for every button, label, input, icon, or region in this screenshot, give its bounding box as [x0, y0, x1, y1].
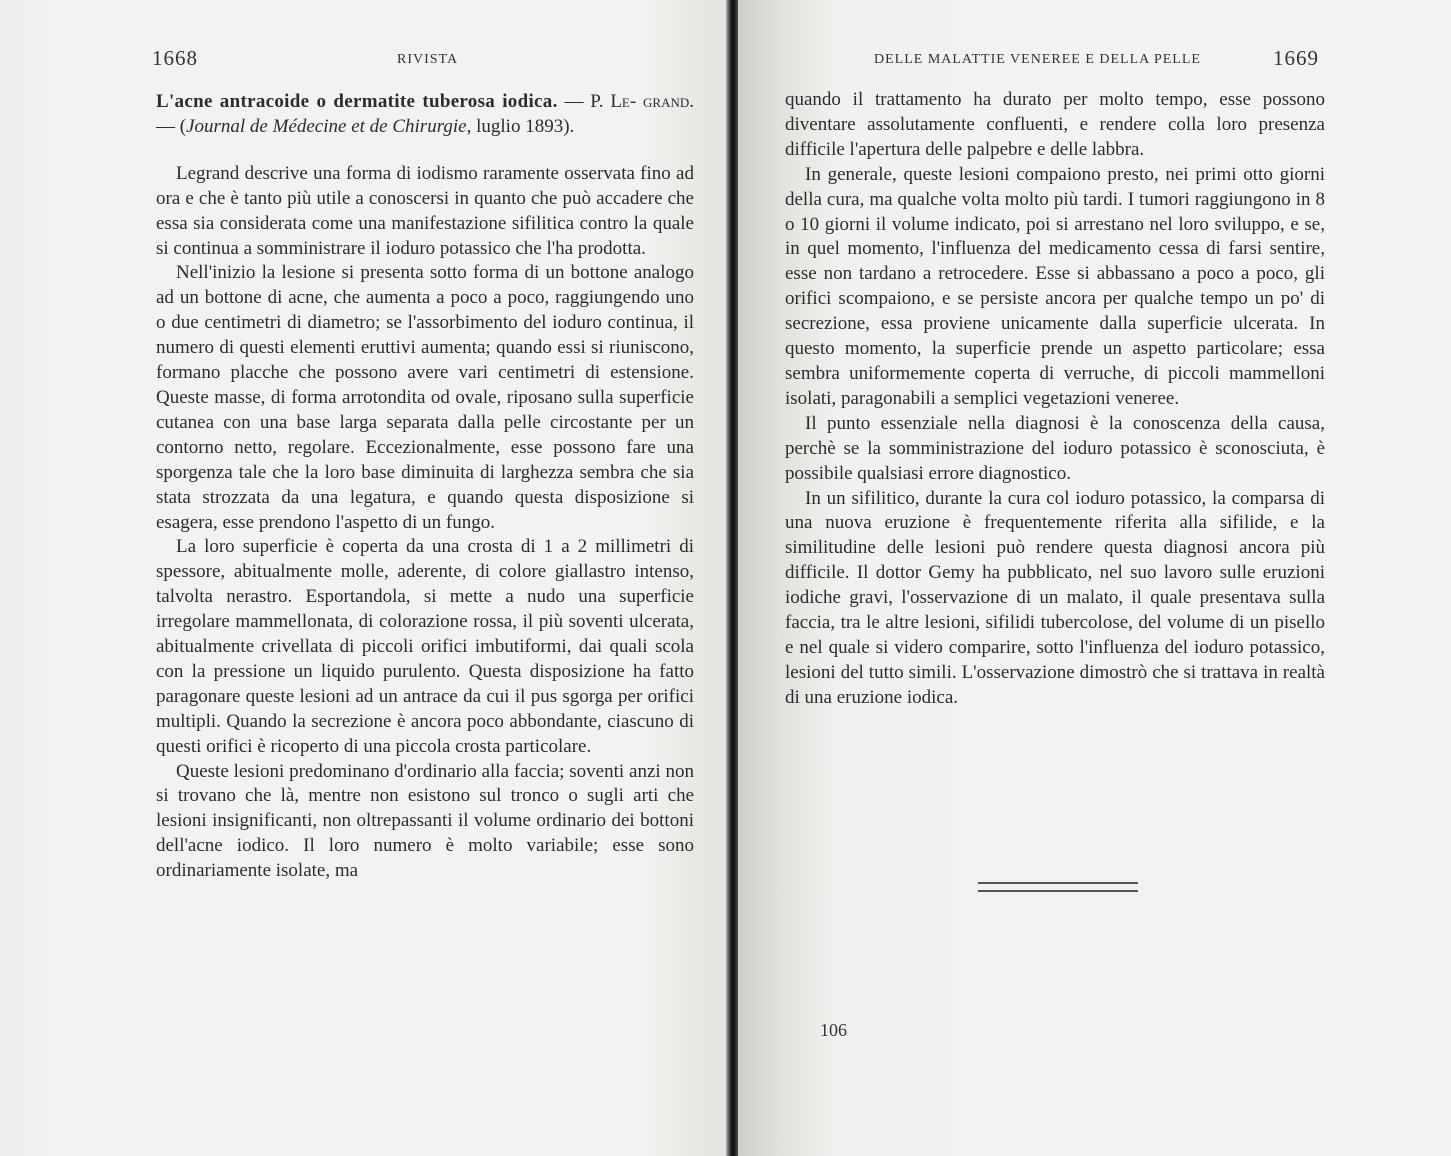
- left-running-head: RIVISTA: [397, 52, 459, 67]
- source-date: , luglio 1893).: [466, 115, 575, 137]
- left-page-number: 1668: [152, 46, 198, 70]
- source-sep: — (: [156, 115, 187, 137]
- article-title: L'acne antracoide o dermatite tuberosa iodica.: [156, 91, 558, 112]
- right-page-number: 1669: [1273, 46, 1319, 70]
- left-paragraph: La loro superficie è coperta da una crosta di 1 a 2 millimetri di spessore, abitualmente molle, aderente, di colore giallastro intenso, talvolta nerastro. Esportandola, si mette a nudo una superficie irregolare mammellonata, di colorazione rossa, il più soventi ulcerata, abitualmente crivellata di piccoli orifici imbutiformi, dai quali scola con la pressione un liquido purulento. Questa disposizione ha fatto paragonare queste lesioni ad un antrace da cui il pus sgorga per orifici multipli. Quando la secrezione è ancora poco abbondante, ciascuno di questi orifici è ricoperto di una piccola crosta particolare.: [156, 536, 694, 757]
- author-le: Le-: [610, 91, 637, 112]
- author-prefix: — P.: [557, 91, 611, 112]
- right-paragraph: In un sifilitico, durante la cura col ioduro potassico, la comparsa di una nuova eruzione è frequentemente riferita alla sifilide, e la similitudine delle lesioni può rendere questa diagnosi ancora più difficile. Il dottor Gemy ha pubblicato, nel suo lavoro sulle eruzioni iodiche gravi, l'osservazione di un malato, il quale presentava sulla faccia, tra le altre lesioni, sifilidi tubercolose, del volume di un pisello e nel quale si videro comparire, sotto l'influenza del ioduro potassico, lesioni del tutto simili. L'osservazione dimostrò che si trattava in realtà di una eruzione iodica.: [785, 487, 1325, 708]
- right-running-head: DELLE MALATTIE VENEREE E DELLA PELLE: [874, 52, 1201, 67]
- source-journal: Journal de Médecine et de Chirurgie: [186, 115, 467, 137]
- right-page-body: [785, 88, 1325, 711]
- right-paragraph: Il punto essenziale nella diagnosi è la conoscenza della causa, perchè se la somministrazione del ioduro potassico è sconosciuta, è possibile qualsiasi errore diagnostico.: [785, 412, 1325, 484]
- right-page: [738, 0, 1451, 1156]
- section-separator-rule: [978, 882, 1138, 892]
- left-paragraph: Legrand descrive una forma di iodismo raramente osservata fino ad ora e che è tanto più utile a conoscersi in quanto che può accadere che essa sia considerata come una manifestazione sifilitica contro la quale si continua a somministrare il ioduro potassico che l'ha prodotta.: [156, 162, 694, 259]
- signature-mark: 106: [820, 1020, 847, 1040]
- right-paragraph: quando il trattamento ha durato per molto tempo, esse possono diventare assolutamente confluenti, e rendere colla loro presenza difficile l'apertura delle palpebre e delle labbra.: [785, 89, 1325, 160]
- left-paragraph: Queste lesioni predominano d'ordinario alla faccia; soventi anzi non si trovano che là, mentre non esistono sul tronco o sugli arti che lesioni insignificanti, non oltrepassanti il volume ordinario dei bottoni dell'acne iodico. Il loro numero è molto variabile; esse sono ordinariamente isolate, ma: [156, 760, 694, 882]
- article-heading: [156, 90, 694, 140]
- left-page-body: [156, 90, 694, 884]
- right-paragraph: In generale, queste lesioni compaiono presto, nei primi otto giorni della cura, ma qualche volta molto più tardi. I tumori raggiungono in 8 o 10 giorni il volume indicato, poi si arrestano nel loro sviluppo, e se, in quel momento, l'influenza del medicamento cessa di farsi sentire, esse non tardano a retrocedere. Esse si abbassano a poco a poco, gli orifici scompaiono, e se persiste ancora per qualche tempo un po' di secrezione, essa proviene unicamente dalla superficie ulcerata. In questo momento, la superficie prende un aspetto particolare; essa sembra uniformemente coperta di verruche, di piccoli mammelloni isolati, paragonabili a semplici vegetazioni veneree.: [785, 163, 1325, 409]
- left-paragraph: Nell'inizio la lesione si presenta sotto forma di un bottone analogo ad un bottone di acne, che aumenta a poco a poco, raggiungendo uno o due centimetri di diametro; se l'assorbimento del ioduro continua, il numero di questi elementi eruttivi aumenta; quando essi si riuniscono, formano placche che possono avere vari centimetri di estensione. Queste masse, di forma arrotondita od ovale, riposano sulla superficie cutanea con una base larga separata dalla pelle circostante per un contorno netto, regolare. Eccezionalmente, esse possono fare una sporgenza tale che la loro base diminuita di larghezza sembra che sia stata strozzata da una legatura, e quando questa disposizione si esagera, esse prendono l'aspetto di un fungo.: [156, 262, 694, 533]
- author-grand: grand.: [643, 91, 694, 112]
